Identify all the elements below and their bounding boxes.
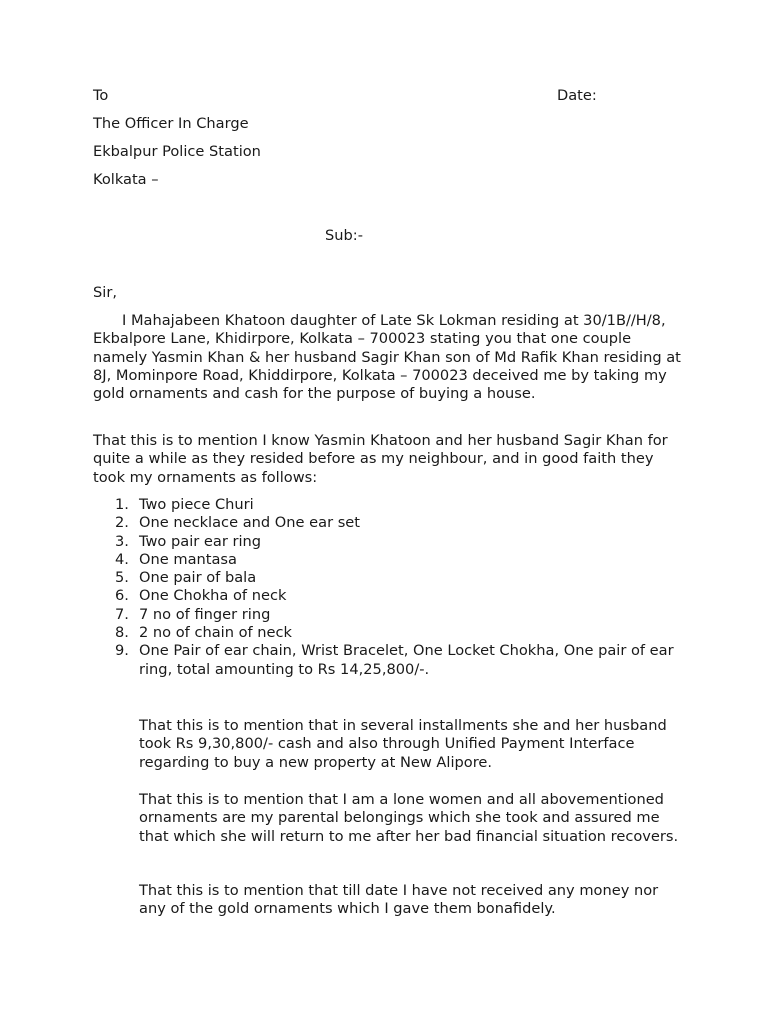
list-number: 8.	[115, 624, 129, 642]
to-label: To	[93, 87, 109, 104]
installments-paragraph: That this is to mention that in several installments she and her husband took Rs 9,30,800/- cash and also through Unified Payment Interface regarding to buy a new property at New Alipore.	[139, 717, 667, 771]
list-item	[93, 551, 683, 569]
list-item	[93, 642, 683, 679]
list-item	[93, 533, 683, 551]
list-number: 5.	[115, 569, 129, 587]
list-number: 7.	[115, 605, 129, 623]
intro-paragraph	[93, 312, 683, 403]
mention-paragraph: That this is to mention I know Yasmin Khatoon and her husband Sagir Khan for quite a while as they resided before as my neighbour, and in good faith they took my ornaments as follows:	[93, 432, 668, 486]
salutation: Sir,	[93, 284, 117, 301]
subject-line: Sub:-	[325, 227, 363, 244]
list-item	[93, 624, 683, 642]
list-item-text: 2 no of chain of neck	[139, 624, 293, 642]
list-item	[93, 606, 683, 624]
list-item	[93, 496, 683, 514]
list-number: 9.	[115, 642, 129, 660]
recipient-title: The Officer In Charge	[93, 115, 249, 132]
list-number: 2.	[115, 514, 129, 532]
list-number: 1.	[115, 496, 129, 513]
list-item-text: One pair of bala	[139, 569, 257, 587]
list-item-text: Two piece Churi	[139, 496, 254, 513]
list-item	[93, 587, 683, 605]
date-label: Date:	[557, 87, 597, 104]
list-item-text: Two pair ear ring	[139, 532, 262, 550]
list-item-text: One necklace and One ear set	[139, 514, 361, 532]
ornaments-list	[93, 496, 683, 679]
lone-woman-paragraph: That this is to mention that I am a lone women and all abovementioned ornaments are my parental belongings which she took and assured me that which she will return to me after her bad financial situation recovers.	[139, 791, 679, 845]
list-item-text: One Pair of ear chain, Wrist Bracelet, One Locket Chokha, One pair of ear ring, total amounting to Rs 14,25,800/-.	[139, 642, 674, 678]
list-item	[93, 569, 683, 587]
list-number: 6.	[115, 587, 129, 605]
intro-text: I Mahajabeen Khatoon daughter of Late Sk Lokman residing at 30/1B//H/8, Ekbalpore Lane, Khidirpore, Kolkata – 700023 stating you that one couple namely Yasmin Khan & her husband Sagir Khan son of Md Rafik Khan residing at 8J, Mominpore Road, Khiddirpore, Kolkata – 700023 deceived me by taking my gold ornaments and cash for the purpose of buying a house.	[93, 312, 681, 403]
list-number: 3.	[115, 532, 129, 550]
recipient-station: Ekbalpur Police Station	[93, 143, 261, 160]
list-item-text: One Chokha of neck	[139, 587, 287, 605]
recipient-city: Kolkata –	[93, 171, 159, 188]
list-item	[93, 514, 683, 532]
not-received-paragraph: That this is to mention that till date I have not received any money nor any of the gold ornaments which I gave them bonafidely.	[139, 882, 659, 918]
list-number: 4.	[115, 550, 129, 568]
list-item-text: One mantasa	[139, 550, 237, 568]
list-item-text: 7 no of finger ring	[139, 605, 271, 623]
